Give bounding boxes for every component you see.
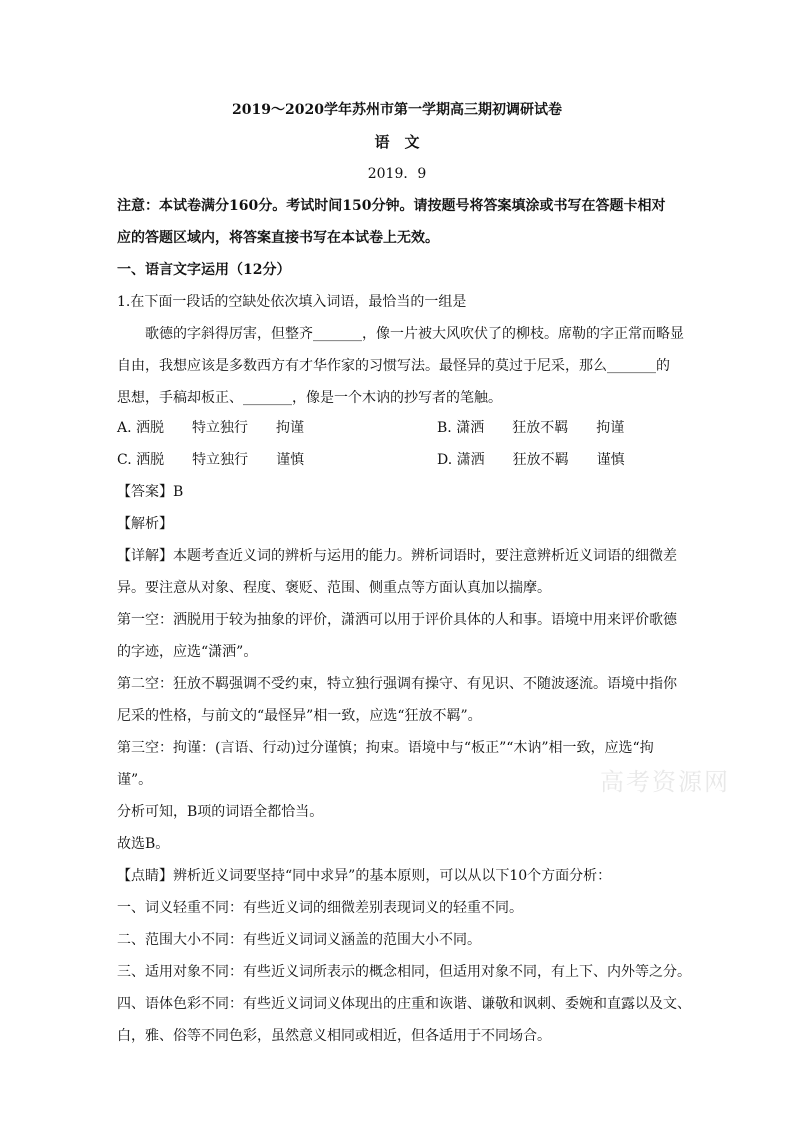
answer-line: 【答案】B <box>117 484 184 500</box>
detail-line-8: 谨”。 <box>117 772 153 788</box>
detail-line-3: 第一空：洒脱用于较为抽象的评价，潇洒可以用于评价具体的人和事。语境中用来评价歌德 <box>117 612 677 628</box>
detail-line-10: 故选B。 <box>117 836 170 852</box>
passage-line-3: 思想，手稿却板正、_______，像是一个木讷的抄写者的笔触。 <box>117 390 502 406</box>
detail-line-13: 二、范围大小不同：有些近义词词义涵盖的范围大小不同。 <box>117 932 481 948</box>
exam-date: 2019．9 <box>367 166 427 182</box>
detail-line-11: 【点睛】辨析近义词要坚持“同中求异”的基本原则，可以从以下10个方面分析： <box>117 868 612 884</box>
option-d: D. 潇洒 狂放不羁 谨慎 <box>437 452 625 468</box>
option-b: B. 潇洒 狂放不羁 拘谨 <box>437 420 625 436</box>
subject-title: 语 文 <box>374 133 420 151</box>
passage-line-2: 自由，我想应该是多数西方有才华作家的习惯写法。最怪异的莫过于尼采，那么_______的 <box>117 358 670 374</box>
detail-line-9: 分析可知，B项的词语全都恰当。 <box>117 804 324 820</box>
detail-line-7: 第三空：拘谨：(言语、行动)过分谨慎；拘束。语境中与“板正”“木讷”相一致，应选“拘 <box>117 740 654 756</box>
detail-line-5: 第二空：狂放不羁强调不受约束，特立独行强调有操守、有见识、不随波逐流。语境中指你 <box>117 676 677 692</box>
exam-title: 2019～2020学年苏州市第一学期高三期初调研试卷 <box>232 102 562 118</box>
watermark: 高考资源网 <box>600 768 730 796</box>
detail-line-15: 四、语体色彩不同：有些近义词词义体现出的庄重和诙谐、谦敬和讽刺、委婉和直露以及文、 <box>117 996 691 1012</box>
analysis-heading: 【解析】 <box>117 516 173 532</box>
detail-line-14: 三、适用对象不同：有些近义词所表示的概念相同，但适用对象不同，有上下、内外等之分。 <box>117 964 691 980</box>
detail-line-12: 一、词义轻重不同：有些近义词的细微差别表现词义的轻重不同。 <box>117 900 523 916</box>
detail-line-2: 异。要注意从对象、程度、褒贬、范围、侧重点等方面认真加以揣摩。 <box>117 580 551 596</box>
detail-line-4: 的字迹，应选“潇洒”。 <box>117 644 258 660</box>
notice-line-1: 注意：本试卷满分160分。考试时间150分钟。请按题号将答案填涂或书写在答题卡相对 <box>117 198 666 214</box>
section-heading: 一、语言文字运用（12分） <box>117 262 291 278</box>
passage-line-1: 歌德的字斜得厉害，但整齐_______，像一片被大风吹伏了的柳枝。席勒的字正常而略显 <box>145 326 684 342</box>
detail-line-16: 白，雅、俗等不同色彩，虽然意义相同或相近，但各适用于不同场合。 <box>117 1028 551 1044</box>
detail-line-6: 尼采的性格，与前文的“最怪异”相一致，应选“狂放不羁”。 <box>117 708 482 724</box>
notice-line-2: 应的答题区域内，将答案直接书写在本试卷上无效。 <box>117 230 439 246</box>
detail-line-1: 【详解】本题考查近义词的辨析与运用的能力。辨析词语时，要注意辨析近义词语的细微差 <box>117 548 677 564</box>
option-a: A. 洒脱 特立独行 拘谨 <box>117 420 305 436</box>
option-c: C. 洒脱 特立独行 谨慎 <box>117 452 305 468</box>
question-stem: 1.在下面一段话的空缺处依次填入词语，最恰当的一组是 <box>117 294 467 310</box>
